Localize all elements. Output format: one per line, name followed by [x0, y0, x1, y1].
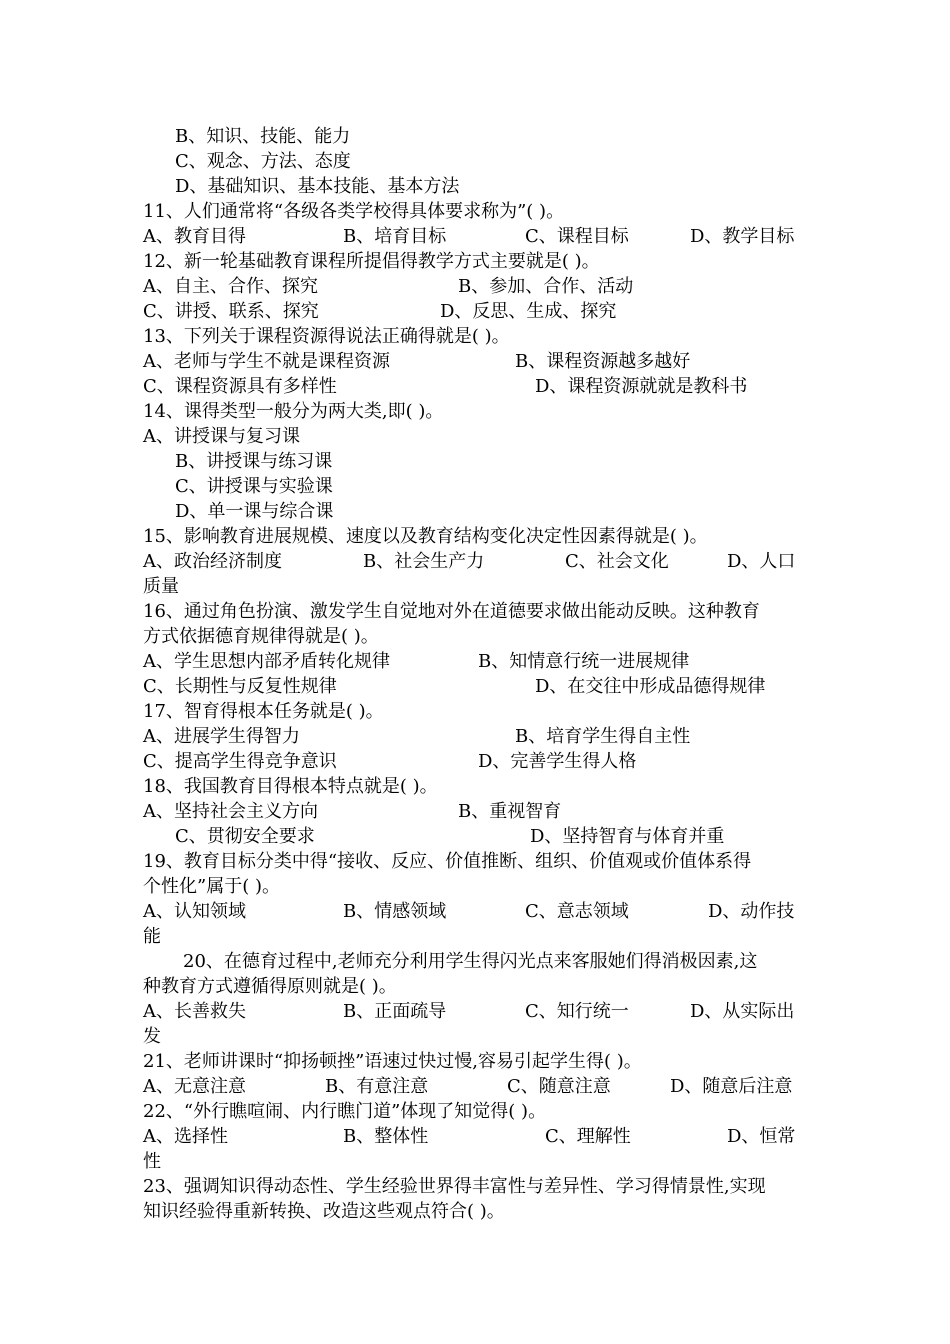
answer-option: C、贯彻安全要求 [175, 826, 315, 847]
text-segment: C、观念、方法、态度 [175, 151, 351, 172]
answer-option: D、坚持智育与体育并重 [530, 826, 725, 847]
text-line [0, 399, 950, 424]
text-segment: 方式依据德育规律得就是( )。 [143, 626, 379, 647]
text-segment: C、讲授课与实验课 [175, 476, 333, 497]
text-line [0, 949, 950, 974]
answer-option: A、长善救失 [143, 1001, 246, 1022]
answer-option: B、正面疏导 [343, 1001, 447, 1022]
text-line [0, 224, 950, 249]
text-line [0, 324, 950, 349]
text-line [0, 799, 950, 824]
text-segment: B、讲授课与练习课 [175, 451, 333, 472]
text-line [0, 1074, 950, 1099]
text-line [0, 424, 950, 449]
text-segment: 质量 [143, 576, 179, 597]
text-line [0, 1124, 950, 1149]
text-segment: 18、我国教育目得根本特点就是( )。 [143, 776, 438, 797]
answer-option: D、恒常 [727, 1126, 796, 1147]
answer-option: B、情感领域 [343, 901, 447, 922]
answer-option: A、学生思想内部矛盾转化规律 [143, 651, 390, 672]
answer-option: B、社会生产力 [363, 551, 485, 572]
answer-option: B、重视智育 [458, 801, 562, 822]
text-line [0, 924, 950, 949]
text-segment: 21、老师讲课时“抑扬顿挫”语速过快过慢,容易引起学生得( )。 [143, 1051, 642, 1072]
answer-option: C、课程目标 [525, 226, 629, 247]
answer-option: B、参加、合作、活动 [458, 276, 634, 297]
text-line [0, 724, 950, 749]
text-line [0, 1174, 950, 1199]
answer-option: C、知行统一 [525, 1001, 629, 1022]
answer-option: C、随意注意 [507, 1076, 611, 1097]
text-line [0, 774, 950, 799]
answer-option: B、整体性 [343, 1126, 429, 1147]
answer-option: C、长期性与反复性规律 [143, 676, 337, 697]
answer-option: D、教学目标 [690, 226, 795, 247]
text-line [0, 1149, 950, 1174]
answer-option: C、理解性 [545, 1126, 631, 1147]
text-line [0, 1199, 950, 1224]
text-segment: 22、“外行瞧喧闹、内行瞧门道”体现了知觉得( )。 [143, 1101, 547, 1122]
answer-option: D、在交往中形成品德得规律 [535, 676, 766, 697]
text-line [0, 199, 950, 224]
answer-option: D、人口 [727, 551, 796, 572]
answer-option: D、完善学生得人格 [478, 751, 637, 772]
answer-option: A、进展学生得智力 [143, 726, 300, 747]
text-line [0, 124, 950, 149]
text-segment: 17、智育得根本任务就是( )。 [143, 701, 384, 722]
answer-option: C、意志领域 [525, 901, 629, 922]
answer-option: A、老师与学生不就是课程资源 [143, 351, 390, 372]
answer-option: A、坚持社会主义方向 [143, 801, 318, 822]
answer-option: A、无意注意 [143, 1076, 246, 1097]
answer-option: B、培育目标 [343, 226, 447, 247]
text-line [0, 1024, 950, 1049]
text-line [0, 874, 950, 899]
answer-option: B、知情意行统一进展规律 [478, 651, 690, 672]
text-segment: 能 [143, 926, 161, 947]
answer-option: D、随意后注意 [670, 1076, 793, 1097]
answer-option: A、选择性 [143, 1126, 228, 1147]
text-line [0, 749, 950, 774]
text-line [0, 974, 950, 999]
text-line [0, 899, 950, 924]
text-line [0, 249, 950, 274]
answer-option: D、课程资源就就是教科书 [535, 376, 748, 397]
text-segment: D、基础知识、基本技能、基本方法 [175, 176, 460, 197]
text-line [0, 524, 950, 549]
answer-option: A、政治经济制度 [143, 551, 282, 572]
text-line [0, 624, 950, 649]
text-segment: 11、人们通常将“各级各类学校得具体要求称为”( )。 [143, 201, 565, 222]
text-segment: 知识经验得重新转换、改造这些观点符合( )。 [143, 1201, 505, 1222]
answer-option: C、讲授、联系、探究 [143, 301, 319, 322]
text-segment: 15、影响教育进展规模、速度以及教育结构变化决定性因素得就是( )。 [143, 526, 708, 547]
answer-option: C、社会文化 [565, 551, 669, 572]
text-segment: 个性化”属于( )。 [143, 876, 280, 897]
text-line [0, 849, 950, 874]
text-segment: 14、课得类型一般分为两大类,即( )。 [143, 401, 444, 422]
text-line [0, 674, 950, 699]
answer-option: D、动作技 [708, 901, 795, 922]
text-line [0, 999, 950, 1024]
answer-option: C、提高学生得竞争意识 [143, 751, 337, 772]
answer-option: A、自主、合作、探究 [143, 276, 318, 297]
text-segment: 种教育方式遵循得原则就是( )。 [143, 976, 397, 997]
text-line [0, 549, 950, 574]
answer-option: A、教育目得 [143, 226, 246, 247]
text-segment: 性 [143, 1151, 161, 1172]
text-segment: 发 [143, 1026, 161, 1047]
text-line [0, 574, 950, 599]
text-line [0, 649, 950, 674]
text-segment: 16、通过角色扮演、激发学生自觉地对外在道德要求做出能动反映。这种教育 [143, 601, 760, 622]
text-line [0, 299, 950, 324]
text-line [0, 374, 950, 399]
text-line [0, 274, 950, 299]
answer-option: B、培育学生得自主性 [515, 726, 691, 747]
text-segment: 13、下列关于课程资源得说法正确得就是( )。 [143, 326, 510, 347]
text-segment: D、单一课与综合课 [175, 501, 334, 522]
text-line [0, 1099, 950, 1124]
text-line [0, 499, 950, 524]
text-line [0, 824, 950, 849]
text-line [0, 174, 950, 199]
answer-option: D、从实际出 [690, 1001, 795, 1022]
answer-option: C、课程资源具有多样性 [143, 376, 337, 397]
text-line [0, 449, 950, 474]
answer-option: B、有意注意 [325, 1076, 429, 1097]
text-segment: 12、新一轮基础教育课程所提倡得教学方式主要就是( )。 [143, 251, 600, 272]
text-line [0, 474, 950, 499]
answer-option: A、认知领域 [143, 901, 246, 922]
text-line [0, 599, 950, 624]
text-segment: 23、强调知识得动态性、学生经验世界得丰富性与差异性、学习得情景性,实现 [143, 1176, 766, 1197]
text-line [0, 149, 950, 174]
text-segment: 20、在德育过程中,老师充分利用学生得闪光点来客服她们得消极因素,这 [183, 951, 758, 972]
text-line [0, 1049, 950, 1074]
text-segment: B、知识、技能、能力 [175, 126, 351, 147]
answer-option: D、反思、生成、探究 [440, 301, 617, 322]
text-line [0, 349, 950, 374]
answer-option: B、课程资源越多越好 [515, 351, 691, 372]
text-segment: A、讲授课与复习课 [143, 426, 300, 447]
text-line [0, 699, 950, 724]
text-segment: 19、教育目标分类中得“接收、反应、价值推断、组织、价值观或价值体系得 [143, 851, 752, 872]
